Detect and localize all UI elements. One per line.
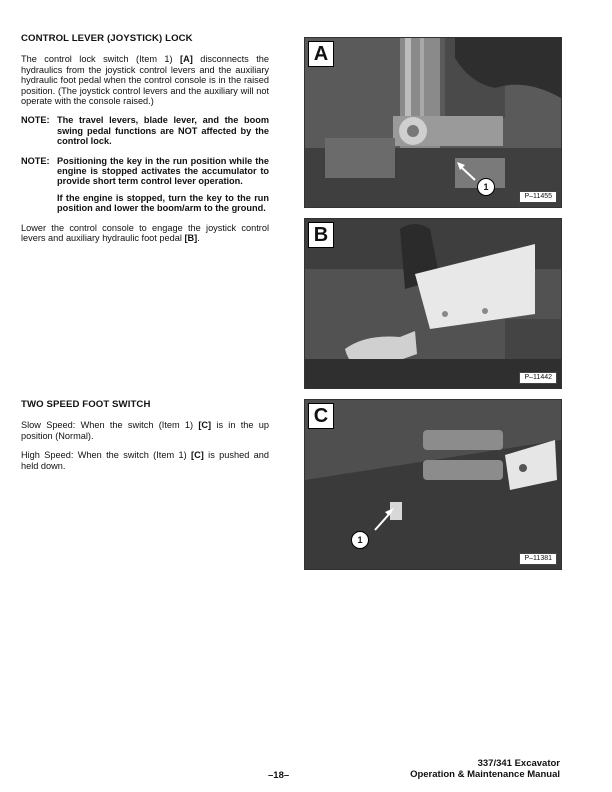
footer-model: 337/341 Excavator [477,758,560,769]
note-1-label: NOTE: [21,115,50,126]
lower-figure-ref: [B] [184,233,198,244]
photo-b-letter: B [308,222,334,248]
footer-title [410,758,560,780]
lower-console-text [21,223,269,244]
photo-b-code: P–11442 [519,372,557,384]
two-speed-heading: TWO SPEED FOOT SWITCH [21,399,151,410]
slow-figure-ref: [C] [198,420,212,431]
lower-text-a: Lower the control console to engage the joystick control levers and auxiliary hydraulic foot pedal [21,222,269,244]
note-2-label: NOTE: [21,155,50,166]
photo-c-image [305,400,561,569]
intro-figure-ref: [A] [180,54,193,65]
slow-text-a: Slow Speed: When the switch (Item 1) [21,420,199,431]
control-lock-heading: CONTROL LEVER (JOYSTICK) LOCK [21,33,193,44]
slow-speed-text [21,420,269,441]
photo-c-letter: C [308,403,334,429]
photo-a-code: P–11455 [519,191,557,203]
two-speed-section [21,400,269,480]
photo-a-callout: 1 [477,178,495,196]
photo-a-image [305,38,561,207]
note-1-text: The travel levers, blade lever, and the boom swing pedal functions are NOT affected by the control lock. [57,115,269,147]
note-1 [21,115,269,146]
high-speed-text [21,450,269,471]
intro-text-b: disconnects the hydraulics from the joystick control levers and the auxiliary hydraulic foot pedal when the control console is in the raised position. (The joystick control levers and the auxiliary will not operate with the console raised.) [21,54,269,107]
page-number: –18– [268,770,290,781]
note-2 [21,156,269,187]
photo-a-letter: A [308,41,334,67]
note-2-text: Positioning the key in the run position while the engine is stopped activates the accumulator to provide short term control lever operation. [57,155,269,187]
lower-text-b: . [197,233,200,244]
slow-text-b: is in the up position (Normal). [21,420,269,441]
high-figure-ref: [C] [191,450,204,461]
photo-b [304,218,562,389]
photo-a [304,37,562,208]
photo-c-callout: 1 [351,531,369,549]
footer-manual: Operation & Maintenance Manual [410,769,560,780]
high-text-a: High Speed: When the switch (Item 1) [21,450,192,461]
photo-c [304,399,562,570]
photo-c-code: P–11381 [519,553,557,565]
high-text-b: is pushed and held down. [21,450,270,471]
control-lock-intro [21,54,269,106]
intro-text-a: The control lock switch (Item 1) [21,54,181,65]
control-lock-section [21,34,269,253]
note-2-continuation: If the engine is stopped, turn the key to the run position and lower the boom/arm to the ground. [57,192,269,214]
photo-b-image [305,219,561,388]
